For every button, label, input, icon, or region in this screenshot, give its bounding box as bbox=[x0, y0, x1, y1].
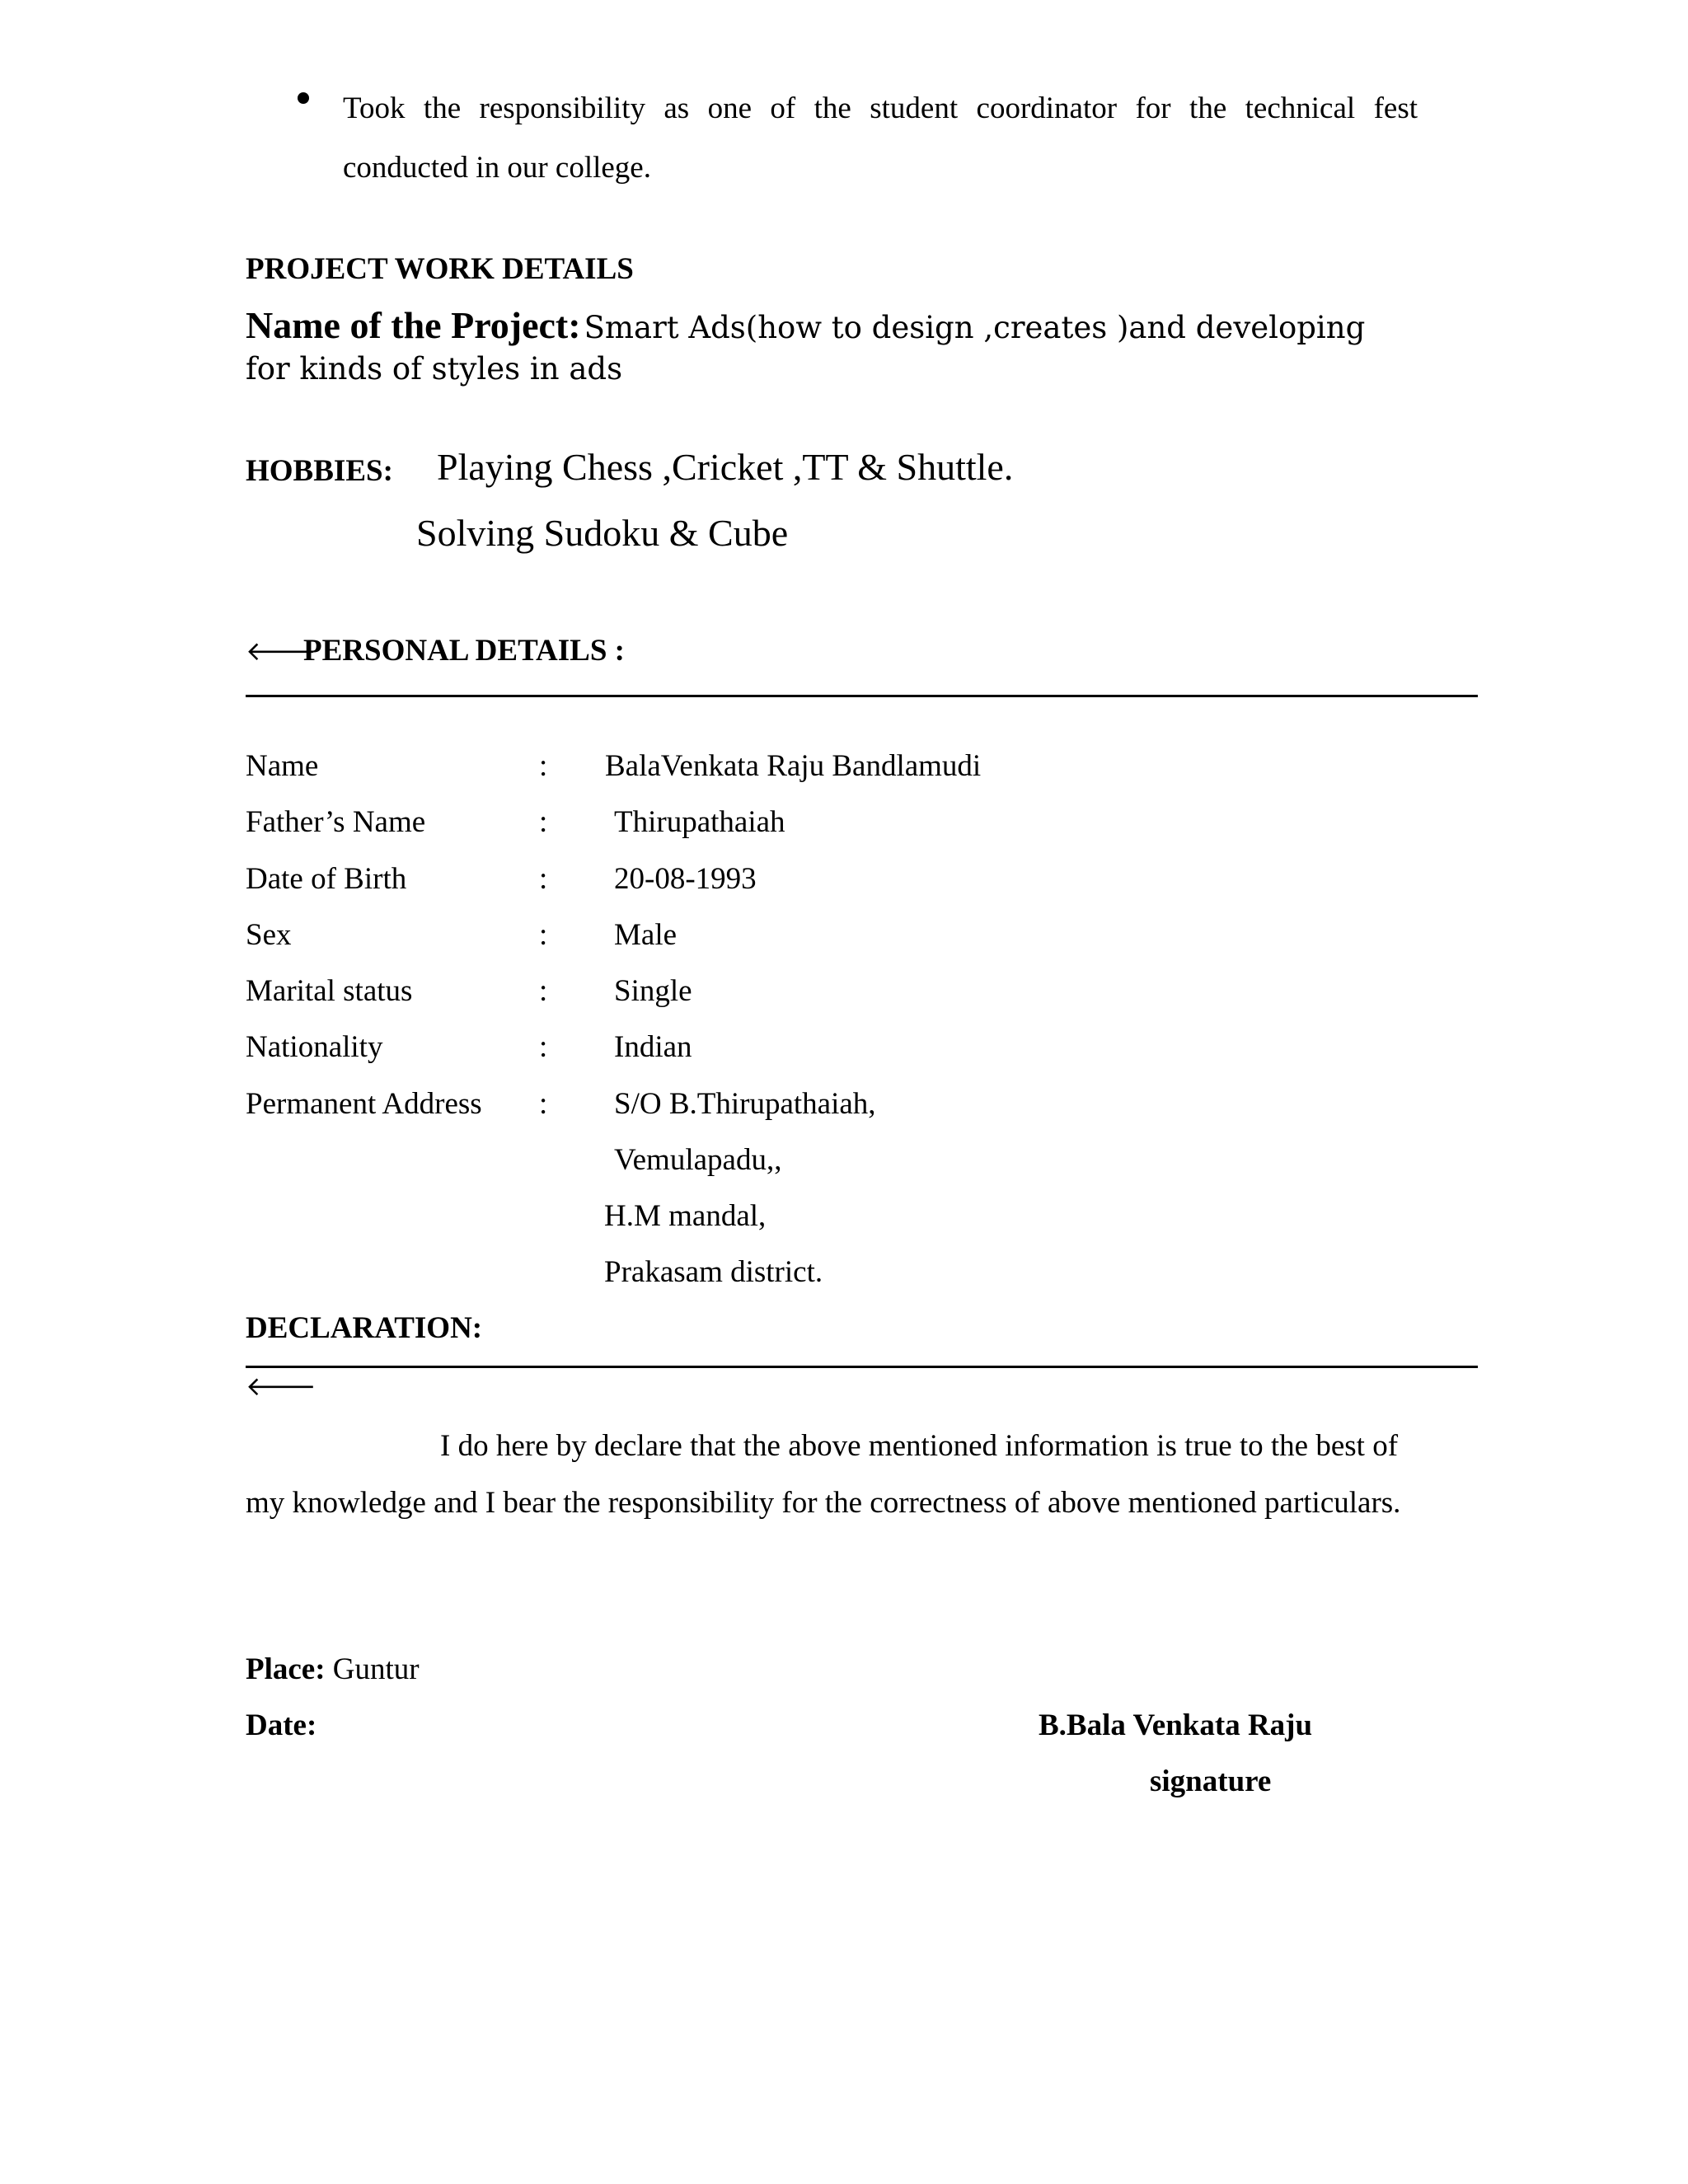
place-line bbox=[246, 1652, 420, 1687]
detail-colon: : bbox=[539, 862, 548, 896]
declaration-text-block bbox=[246, 1418, 1432, 1531]
place-label: Place: bbox=[246, 1652, 326, 1686]
place-value: Guntur bbox=[332, 1652, 420, 1686]
bullet-icon bbox=[298, 92, 309, 104]
declaration-text: I do here by declare that the above mentioned information is true to the best of my knowledge and I bear the responsibility for the correctness of above mentioned particulars. bbox=[246, 1429, 1401, 1520]
detail-value-marital-status: Single bbox=[614, 974, 692, 1008]
detail-label-sex: Sex bbox=[246, 918, 292, 952]
signature-label: signature bbox=[1150, 1765, 1272, 1798]
detail-label-father-name: Father’s Name bbox=[246, 805, 426, 839]
date-label: Date: bbox=[246, 1708, 317, 1742]
detail-value-dob: 20-08-1993 bbox=[614, 862, 757, 896]
hobbies-label: HOBBIES: bbox=[246, 454, 393, 488]
left-arrow-icon: 🡐 bbox=[246, 1371, 316, 1402]
detail-label-nationality: Nationality bbox=[246, 1030, 383, 1064]
section-divider bbox=[246, 1366, 1478, 1368]
detail-value-address-line-1: S/O B.Thirupathaiah, bbox=[614, 1087, 876, 1121]
section-divider bbox=[246, 695, 1478, 697]
left-arrow-icon: 🡐 bbox=[246, 635, 316, 667]
detail-value-address-line-4: Prakasam district. bbox=[604, 1255, 823, 1289]
detail-label-marital-status: Marital status bbox=[246, 974, 413, 1008]
detail-label-address: Permanent Address bbox=[246, 1087, 482, 1121]
detail-colon: : bbox=[539, 974, 548, 1008]
achievement-text: Took the responsibility as one of the student coordinator for the technical fest conducted in our college. bbox=[343, 91, 1418, 185]
detail-colon: : bbox=[539, 1087, 548, 1121]
detail-label-dob: Date of Birth bbox=[246, 862, 407, 896]
detail-colon: : bbox=[539, 918, 548, 952]
detail-colon: : bbox=[539, 749, 548, 783]
project-name bbox=[246, 303, 1416, 390]
personal-details-heading: PERSONAL DETAILS : bbox=[303, 634, 625, 668]
project-name-value: Smart Ads(how to design ,creates )and developing for kinds of styles in ads bbox=[246, 310, 1366, 387]
project-heading: PROJECT WORK DETAILS bbox=[246, 252, 634, 286]
detail-value-nationality: Indian bbox=[614, 1030, 692, 1064]
detail-colon: : bbox=[539, 1030, 548, 1064]
signer-name: B.Bala Venkata Raju bbox=[1039, 1708, 1313, 1742]
hobbies-line-1: Playing Chess ,Cricket ,TT & Shuttle. bbox=[437, 446, 1014, 488]
detail-colon: : bbox=[539, 805, 548, 839]
declaration-heading: DECLARATION: bbox=[246, 1311, 483, 1345]
detail-value-name: BalaVenkata Raju Bandlamudi bbox=[605, 749, 982, 783]
detail-value-sex: Male bbox=[614, 918, 678, 952]
detail-value-address-line-2: Vemulapadu,, bbox=[614, 1143, 782, 1177]
project-name-label: Name of the Project: bbox=[246, 304, 581, 346]
hobbies-line-2: Solving Sudoku & Cube bbox=[416, 512, 789, 554]
detail-value-father-name: Thirupathaiah bbox=[614, 805, 785, 839]
detail-value-address-line-3: H.M mandal, bbox=[604, 1199, 767, 1233]
detail-label-name: Name bbox=[246, 749, 319, 783]
